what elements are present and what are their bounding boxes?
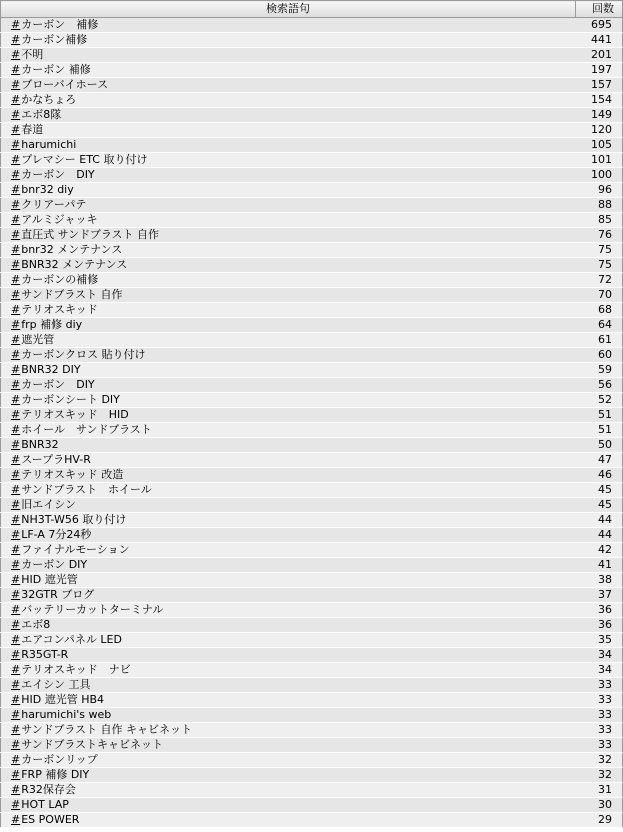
- count-cell: 47: [576, 453, 623, 468]
- hash-link-icon[interactable]: #: [11, 528, 21, 541]
- keyword-cell: [1, 183, 576, 198]
- count-cell: 33: [576, 738, 623, 753]
- keyword-cell: [1, 798, 576, 813]
- count-cell: 30: [576, 798, 623, 813]
- keyword-text: ブローバイホース: [21, 78, 109, 91]
- count-cell: 72: [576, 273, 623, 288]
- keyword-cell: [1, 783, 576, 798]
- count-cell: 46: [576, 468, 623, 483]
- table-row: [1, 453, 623, 468]
- count-cell: 101: [576, 153, 623, 168]
- hash-link-icon[interactable]: #: [11, 348, 21, 361]
- count-cell: 51: [576, 408, 623, 423]
- keyword-text: サンドブラストキャビネット: [21, 738, 164, 751]
- table-row: [1, 93, 623, 108]
- table-row: [1, 483, 623, 498]
- keyword-text: bnr32 diy: [21, 183, 74, 196]
- table-row: [1, 528, 623, 543]
- table-row: [1, 693, 623, 708]
- table-row: [1, 423, 623, 438]
- count-cell: 32: [576, 753, 623, 768]
- hash-link-icon[interactable]: #: [11, 258, 21, 271]
- hash-link-icon[interactable]: #: [11, 693, 21, 706]
- count-cell: 44: [576, 513, 623, 528]
- keyword-text: カーボン 補修: [21, 18, 99, 31]
- hash-link-icon[interactable]: #: [11, 78, 21, 91]
- keyword-cell: [1, 243, 576, 258]
- count-cell: 154: [576, 93, 623, 108]
- keyword-text: R32保存会: [21, 783, 76, 796]
- table-row: [1, 78, 623, 93]
- hash-link-icon[interactable]: #: [11, 243, 21, 256]
- count-cell: 76: [576, 228, 623, 243]
- hash-link-icon[interactable]: #: [11, 813, 21, 826]
- hash-link-icon[interactable]: #: [11, 438, 21, 451]
- count-cell: 32: [576, 768, 623, 783]
- table-row: [1, 108, 623, 123]
- keyword-cell: [1, 108, 576, 123]
- count-cell: 36: [576, 618, 623, 633]
- table-row: [1, 408, 623, 423]
- table-row: [1, 63, 623, 78]
- table-row: [1, 363, 623, 378]
- keyword-cell: [1, 33, 576, 48]
- table-row: [1, 753, 623, 768]
- table-row: [1, 183, 623, 198]
- table-row: [1, 333, 623, 348]
- count-cell: 96: [576, 183, 623, 198]
- hash-link-icon[interactable]: #: [11, 333, 21, 346]
- keyword-cell: [1, 408, 576, 423]
- count-cell: 41: [576, 558, 623, 573]
- hash-link-icon[interactable]: #: [11, 648, 21, 661]
- keyword-cell: [1, 633, 576, 648]
- table-row: [1, 48, 623, 63]
- table-row: [1, 393, 623, 408]
- keyword-text: ファイナルモーション: [21, 543, 130, 556]
- keyword-text: バッテリーカットターミナル: [21, 603, 164, 616]
- table-row: [1, 768, 623, 783]
- hash-link-icon[interactable]: #: [11, 678, 21, 691]
- count-cell: 34: [576, 663, 623, 678]
- keyword-text: サンドブラスト 自作 キャビネット: [21, 723, 193, 736]
- table-row: [1, 18, 623, 33]
- hash-link-icon[interactable]: #: [11, 738, 21, 751]
- keyword-cell: [1, 543, 576, 558]
- hash-link-icon[interactable]: #: [11, 558, 21, 571]
- count-cell: 100: [576, 168, 623, 183]
- count-cell: 441: [576, 33, 623, 48]
- keyword-cell: [1, 663, 576, 678]
- keyword-text: LF-A 7分24秒: [21, 528, 92, 541]
- count-column-header[interactable]: 回数: [576, 1, 623, 18]
- table-row: [1, 33, 623, 48]
- keyword-cell: [1, 153, 576, 168]
- count-cell: 33: [576, 708, 623, 723]
- keyword-cell: [1, 333, 576, 348]
- table-row: [1, 588, 623, 603]
- table-row: [1, 288, 623, 303]
- hash-link-icon[interactable]: #: [11, 783, 21, 796]
- hash-link-icon[interactable]: #: [11, 273, 21, 286]
- count-cell: 56: [576, 378, 623, 393]
- hash-link-icon[interactable]: #: [11, 588, 21, 601]
- count-cell: 695: [576, 18, 623, 33]
- hash-link-icon[interactable]: #: [11, 228, 21, 241]
- hash-link-icon[interactable]: #: [11, 33, 21, 46]
- count-cell: 38: [576, 573, 623, 588]
- count-cell: 42: [576, 543, 623, 558]
- keyword-text: クリアーパテ: [21, 198, 87, 211]
- keyword-text: 旧エイシン: [21, 498, 76, 511]
- keyword-text: サンドブラスト ホイール: [21, 483, 152, 496]
- keyword-cell: [1, 483, 576, 498]
- table-header: [1, 1, 623, 18]
- hash-link-icon[interactable]: #: [11, 393, 21, 406]
- hash-link-icon[interactable]: #: [11, 753, 21, 766]
- keyword-cell: [1, 393, 576, 408]
- keyword-text: harumichi: [21, 138, 77, 151]
- count-cell: 157: [576, 78, 623, 93]
- count-cell: 75: [576, 243, 623, 258]
- table-row: [1, 783, 623, 798]
- table-row: [1, 648, 623, 663]
- keyword-text: カーボン補修: [21, 33, 88, 46]
- hash-link-icon[interactable]: #: [11, 768, 21, 781]
- keyword-cell: [1, 558, 576, 573]
- hash-link-icon[interactable]: #: [11, 318, 21, 331]
- keyword-text: BNR32 DIY: [21, 363, 81, 376]
- hash-link-icon[interactable]: #: [11, 183, 21, 196]
- keyword-text: カーボン 補修: [21, 63, 91, 76]
- table-row: [1, 243, 623, 258]
- hash-link-icon[interactable]: #: [11, 663, 21, 676]
- keyword-cell: [1, 288, 576, 303]
- hash-link-icon[interactable]: #: [11, 543, 21, 556]
- keyword-text: ホイール サンドブラスト: [21, 423, 152, 436]
- keyword-text: R35GT-R: [21, 648, 69, 661]
- hash-link-icon[interactable]: #: [11, 378, 21, 391]
- table-row: [1, 123, 623, 138]
- keyword-cell: [1, 768, 576, 783]
- count-cell: 34: [576, 648, 623, 663]
- table-row: [1, 198, 623, 213]
- count-cell: 88: [576, 198, 623, 213]
- keyword-text: BNR32 メンテナンス: [21, 258, 128, 271]
- keyword-text: アルミジャッキ: [21, 213, 98, 226]
- keyword-cell: [1, 708, 576, 723]
- count-cell: 68: [576, 303, 623, 318]
- keyword-cell: [1, 648, 576, 663]
- keyword-text: カーボン DIY: [21, 168, 95, 181]
- count-cell: 50: [576, 438, 623, 453]
- count-cell: 51: [576, 423, 623, 438]
- keyword-cell: [1, 603, 576, 618]
- keyword-text: FRP 補修 DIY: [21, 768, 90, 781]
- count-cell: 105: [576, 138, 623, 153]
- hash-link-icon[interactable]: #: [11, 468, 21, 481]
- keyword-cell: [1, 123, 576, 138]
- count-cell: 197: [576, 63, 623, 78]
- keyword-text: 春道: [21, 123, 44, 136]
- table-row: [1, 633, 623, 648]
- keyword-text: 遮光管: [21, 333, 55, 346]
- count-cell: 201: [576, 48, 623, 63]
- keyword-cell: [1, 618, 576, 633]
- keyword-text: カーボンリップ: [21, 753, 98, 766]
- keyword-text: スープラHV-R: [21, 453, 91, 466]
- count-cell: 52: [576, 393, 623, 408]
- table-row: [1, 438, 623, 453]
- hash-link-icon[interactable]: #: [11, 363, 21, 376]
- hash-link-icon[interactable]: #: [11, 483, 21, 496]
- count-cell: 44: [576, 528, 623, 543]
- count-cell: 60: [576, 348, 623, 363]
- count-cell: 31: [576, 783, 623, 798]
- count-cell: 70: [576, 288, 623, 303]
- keyword-cell: [1, 78, 576, 93]
- keyword-cell: [1, 498, 576, 513]
- hash-link-icon[interactable]: #: [11, 603, 21, 616]
- hash-link-icon[interactable]: #: [11, 288, 21, 301]
- keyword-text: カーボン DIY: [21, 378, 95, 391]
- count-cell: 37: [576, 588, 623, 603]
- keyword-cell: [1, 513, 576, 528]
- keyword-cell: [1, 693, 576, 708]
- keyword-text: NH3T-W56 取り付け: [21, 513, 127, 526]
- keyword-text: エボ8隊: [21, 108, 62, 121]
- table-row: [1, 348, 623, 363]
- keyword-cell: [1, 738, 576, 753]
- keyword-cell: [1, 678, 576, 693]
- hash-link-icon[interactable]: #: [11, 708, 21, 721]
- table-row: [1, 543, 623, 558]
- keyword-cell: [1, 528, 576, 543]
- table-row: [1, 228, 623, 243]
- table-row: [1, 258, 623, 273]
- count-cell: 33: [576, 723, 623, 738]
- keyword-text: bnr32 メンテナンス: [21, 243, 123, 256]
- count-cell: 35: [576, 633, 623, 648]
- count-cell: 45: [576, 498, 623, 513]
- keyword-cell: [1, 588, 576, 603]
- keyword-cell: [1, 273, 576, 288]
- hash-link-icon[interactable]: #: [11, 93, 21, 106]
- keyword-cell: [1, 813, 576, 828]
- keyword-cell: [1, 453, 576, 468]
- keyword-text: プレマシー ETC 取り付け: [21, 153, 148, 166]
- keyword-cell: [1, 63, 576, 78]
- keyword-cell: [1, 468, 576, 483]
- keyword-cell: [1, 48, 576, 63]
- table-row: [1, 573, 623, 588]
- hash-link-icon[interactable]: #: [11, 513, 21, 526]
- keyword-text: エイシン 工具: [21, 678, 91, 691]
- keyword-text: カーボンの補修: [21, 273, 99, 286]
- keyword-column-header[interactable]: 検索語句: [1, 1, 576, 18]
- hash-link-icon[interactable]: #: [11, 303, 21, 316]
- table-row: [1, 168, 623, 183]
- keyword-text: frp 補修 diy: [21, 318, 83, 331]
- table-row: [1, 468, 623, 483]
- hash-link-icon[interactable]: #: [11, 123, 21, 136]
- keyword-text: HID 遮光管 HB4: [21, 693, 105, 706]
- table-row: [1, 663, 623, 678]
- count-cell: 33: [576, 678, 623, 693]
- keyword-cell: [1, 198, 576, 213]
- keyword-cell: [1, 348, 576, 363]
- keyword-cell: [1, 438, 576, 453]
- keyword-text: エアコンパネル LED: [21, 633, 122, 646]
- table-row: [1, 153, 623, 168]
- table-row: [1, 708, 623, 723]
- count-cell: 85: [576, 213, 623, 228]
- keyword-text: ES POWER: [21, 813, 80, 826]
- hash-link-icon[interactable]: #: [11, 198, 21, 211]
- keyword-text: BNR32: [21, 438, 59, 451]
- hash-link-icon[interactable]: #: [11, 633, 21, 646]
- keyword-cell: [1, 363, 576, 378]
- keyword-cell: [1, 18, 576, 33]
- keyword-text: かなちょろ: [21, 93, 77, 106]
- keyword-cell: [1, 168, 576, 183]
- table-row: [1, 813, 623, 828]
- count-cell: 29: [576, 813, 623, 828]
- keyword-text: harumichi's web: [21, 708, 112, 721]
- keyword-cell: [1, 138, 576, 153]
- keyword-cell: [1, 303, 576, 318]
- hash-link-icon[interactable]: #: [11, 138, 21, 151]
- keyword-cell: [1, 753, 576, 768]
- count-cell: 149: [576, 108, 623, 123]
- hash-link-icon[interactable]: #: [11, 168, 21, 181]
- keyword-text: カーボン DIY: [21, 558, 88, 571]
- count-cell: 33: [576, 693, 623, 708]
- keyword-cell: [1, 258, 576, 273]
- keyword-cell: [1, 93, 576, 108]
- hash-link-icon[interactable]: #: [11, 63, 21, 76]
- keyword-text: エボ8: [21, 618, 51, 631]
- table-row: [1, 213, 623, 228]
- count-cell: 61: [576, 333, 623, 348]
- table-row: [1, 273, 623, 288]
- keyword-text: HOT LAP: [21, 798, 69, 811]
- keyword-cell: [1, 378, 576, 393]
- table-row: [1, 738, 623, 753]
- keyword-cell: [1, 423, 576, 438]
- keyword-text: テリオスキッド HID: [21, 408, 129, 421]
- hash-link-icon[interactable]: #: [11, 48, 21, 61]
- hash-link-icon[interactable]: #: [11, 798, 21, 811]
- hash-link-icon[interactable]: #: [11, 108, 21, 121]
- count-cell: 59: [576, 363, 623, 378]
- table-row: [1, 138, 623, 153]
- hash-link-icon[interactable]: #: [11, 453, 21, 466]
- table-row: [1, 378, 623, 393]
- hash-link-icon[interactable]: #: [11, 213, 21, 226]
- hash-link-icon[interactable]: #: [11, 18, 21, 31]
- table-row: [1, 723, 623, 738]
- count-cell: 120: [576, 123, 623, 138]
- table-row: [1, 798, 623, 813]
- table-row: [1, 603, 623, 618]
- keyword-text: カーボンシート DIY: [21, 393, 120, 406]
- keyword-text: 直圧式 サンドブラスト 自作: [21, 228, 160, 241]
- table-row: [1, 678, 623, 693]
- hash-link-icon[interactable]: #: [11, 498, 21, 511]
- table-body: [1, 18, 623, 828]
- keyword-text: テリオスキッド: [21, 303, 98, 316]
- hash-link-icon[interactable]: #: [11, 723, 21, 736]
- keyword-cell: [1, 228, 576, 243]
- count-cell: 45: [576, 483, 623, 498]
- keyword-text: カーボンクロス 貼り付け: [21, 348, 146, 361]
- keyword-cell: [1, 723, 576, 738]
- keyword-text: テリオスキッド ナビ: [21, 663, 131, 676]
- hash-link-icon[interactable]: #: [11, 573, 21, 586]
- table-row: [1, 618, 623, 633]
- count-cell: 36: [576, 603, 623, 618]
- table-row: [1, 513, 623, 528]
- keyword-text: 32GTR ブログ: [21, 588, 95, 601]
- hash-link-icon[interactable]: #: [11, 153, 21, 166]
- count-cell: 64: [576, 318, 623, 333]
- hash-link-icon[interactable]: #: [11, 618, 21, 631]
- keyword-text: テリオスキッド 改造: [21, 468, 124, 481]
- keyword-cell: [1, 573, 576, 588]
- keyword-text: サンドブラスト 自作: [21, 288, 123, 301]
- keyword-cell: [1, 318, 576, 333]
- keyword-text: 不明: [21, 48, 44, 61]
- count-cell: 75: [576, 258, 623, 273]
- keyword-cell: [1, 213, 576, 228]
- keyword-text: HID 遮光管: [21, 573, 78, 586]
- table-row: [1, 498, 623, 513]
- hash-link-icon[interactable]: #: [11, 423, 21, 436]
- table-row: [1, 318, 623, 333]
- table-row: [1, 558, 623, 573]
- hash-link-icon[interactable]: #: [11, 408, 21, 421]
- table-row: [1, 303, 623, 318]
